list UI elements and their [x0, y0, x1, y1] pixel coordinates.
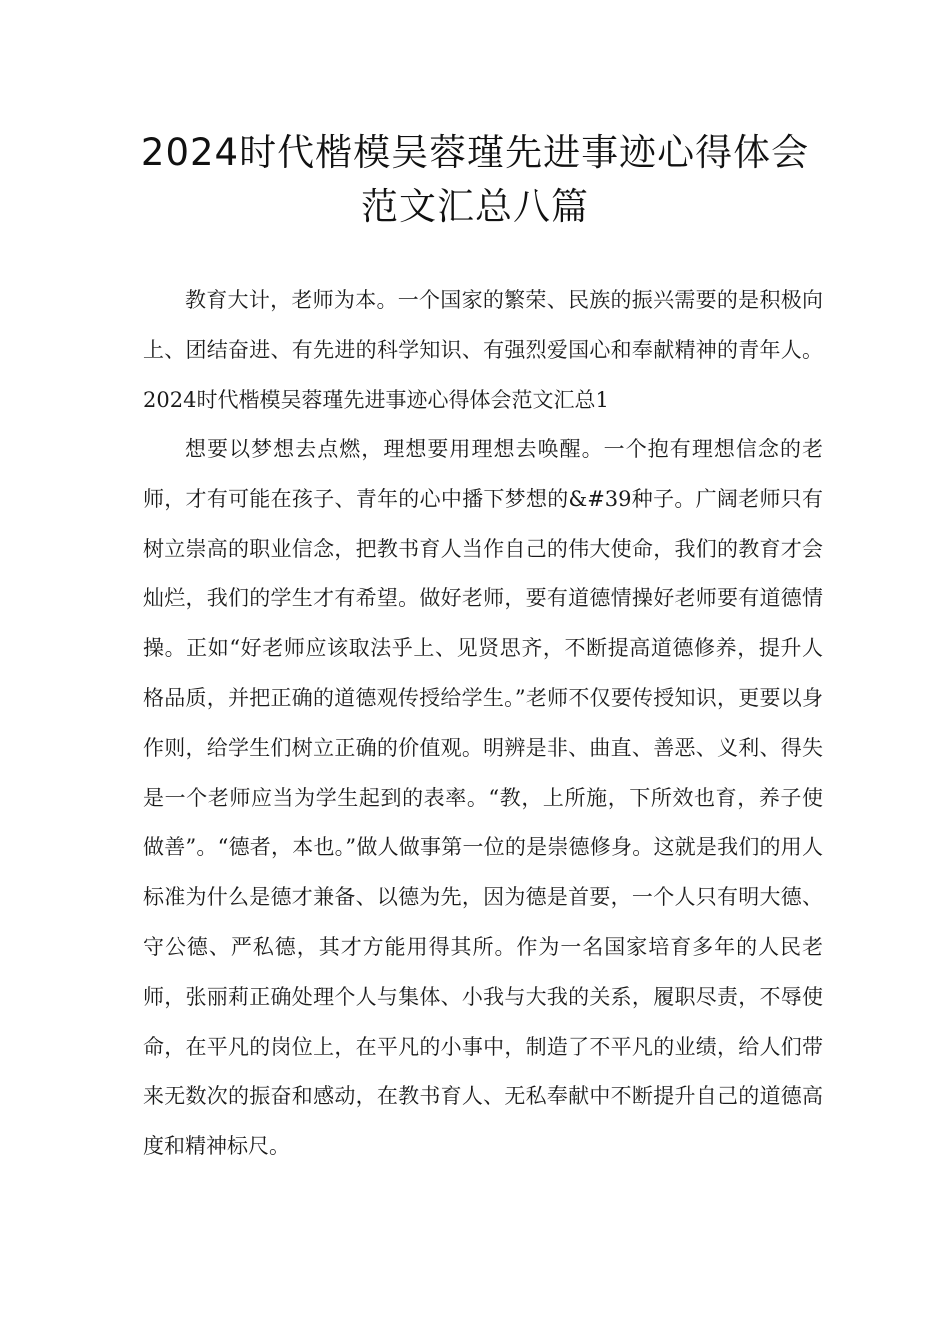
paragraph-body: 想要以梦想去点燃，理想要用理想去唤醒。一个抱有理想信念的老师，才有可能在孩子、青年的心中播下梦想的&#39种子。广阔老师只有树立崇高的职业信念，把教书育人当作自己的伟大使命，我们的教育才会灿烂，我们的学生才有希望。做好老师，要有道德情操好老师要有道德情操。正如“好老师应该取法乎上、见贤思齐，不断提高道德修养，提升人格品质，并把正确的道德观传授给学生。”老师不仅要传授知识，更要以身作则，给学生们树立正确的价值观。明辨是非、曲直、善恶、义利、得失是一个老师应当为学生起到的表率。“教，上所施，下所效也育，养子使做善”。“德者，本也。”做人做事第一位的是崇德修身。这就是我们的用人标准为什么是德才兼备、以德为先，因为德是首要，一个人只有明大德、守公德、严私德，其才方能用得其所。作为一名国家培育多年的人民老师，张丽莉正确处理个人与集体、小我与大我的关系，履职尽责，不辱使命，在平凡的岗位上，在平凡的小事中，制造了不平凡的业绩，给人们带来无数次的振奋和感动，在教书育人、无私奉献中不断提升自己的道德高度和精神标尺。: [143, 437, 823, 1159]
document-title-line-1: 2024时代楷模吴蓉瑾先进事迹心得体会: [140, 131, 810, 174]
paragraph-intro: 教育大计，老师为本。一个国家的繁荣、民族的振兴需要的是积极向上、团结奋进、有先进的科学知识、有强烈爱国心和奉献精神的青年人。2024时代楷模吴蓉瑾先进事迹心得体会范文汇总1: [143, 288, 823, 412]
document-title-line-2: 范文汇总八篇: [361, 185, 589, 228]
